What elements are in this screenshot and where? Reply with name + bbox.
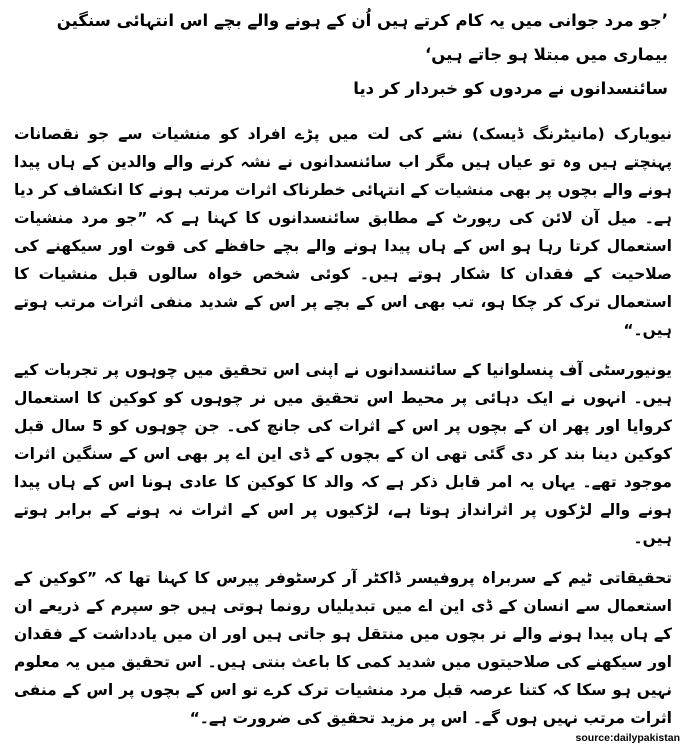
- article-paragraph-1: نیویارک (مانیٹرنگ ڈیسک) نشے کی لت میں پڑے افراد کو منشیات سے جو نقصانات پہنچتے ہیں وہ تو عیاں ہیں مگر اب سائنسدانوں نے نشہ کرنے والے والدین کے ہاں پیدا ہونے والے بچوں پر بھی منشیات کے انتہائی خطرناک اثرات مرتب ہونے کا انکشاف کر دیا ہے۔ میل آن لائن کی رپورٹ کے مطابق سائنسدانوں کا کہنا ہے کہ ”جو مرد منشیات استعمال کرتا رہا ہو اس کے ہاں پیدا ہونے والے بچے حافظے کی قوت اور سیکھنے کی صلاحیت کے فقدان کا شکار ہوتے ہیں۔ کوئی شخص خواہ سالوں قبل منشیات کا استعمال ترک کر چکا ہو، تب بھی اس کے بچے پر اس کے شدید منفی اثرات مرتب ہوتے ہیں۔“: [14, 125, 672, 339]
- article-paragraph-3: تحقیقاتی ٹیم کے سربراہ پروفیسر ڈاکٹر آر کرسٹوفر پیرس کا کہنا تھا کہ ”کوکین کے استعمال سے انسان کے ڈی این اے میں تبدیلیاں رونما ہوتی ہیں جو سپرم کے ذریعے ان کے ہاں پیدا ہونے والے نر بچوں میں منتقل ہو جاتی ہیں اور ان میں یادداشت کے فقدان اور سیکھنے کی صلاحیتوں میں شدید کمی کا باعث بنتی ہیں۔ اس تحقیق میں یہ معلوم نہیں ہو سکا کہ کتنا عرصہ قبل مرد منشیات ترک کرے تو اس کے بچوں پر اس کے منفی اثرات مرتب نہیں ہوں گے۔ اس پر مزید تحقیق کی ضرورت ہے۔“: [14, 569, 672, 727]
- headline-line-2: سائنسدانوں نے مردوں کو خبردار کر دیا: [353, 79, 668, 98]
- source-credit: source:dailypakistan: [575, 732, 680, 744]
- article-headline: [14, 4, 672, 106]
- article-paragraph-2: یونیورسٹی آف پنسلوانیا کے سائنسدانوں نے اپنی اس تحقیق میں چوہوں پر تجربات کیے ہیں۔ انہوں نے ایک دہائی پر محیط اس تحقیق میں نر چوہوں کو کوکین کا استعمال کروایا اور پھر ان کے بچوں پر اس کے اثرات کی جانچ کی۔ جن چوہوں کو 5 سال قبل کوکین دینا بند کر دی گئی تھی ان کے بچوں کے ڈی این اے پر بھی اس کے سنگین اثرات موجود تھے۔ یہاں یہ امر قابل ذکر ہے کہ والد کا کوکین کا عادی ہونا اس کے ہاں پیدا ہونے والے لڑکوں پر اثرانداز ہوتا ہے، لڑکیوں پر اس کے اثرات نہ ہونے کے برابر ہوتے ہیں۔: [14, 361, 672, 547]
- headline-line-1: ’جو مرد جوانی میں یہ کام کرتے ہیں اُن کے ہونے والے بچے اس انتہائی سنگین بیماری میں مبتلا ہو جاتے ہیں‘: [56, 11, 668, 64]
- article: [14, 4, 672, 746]
